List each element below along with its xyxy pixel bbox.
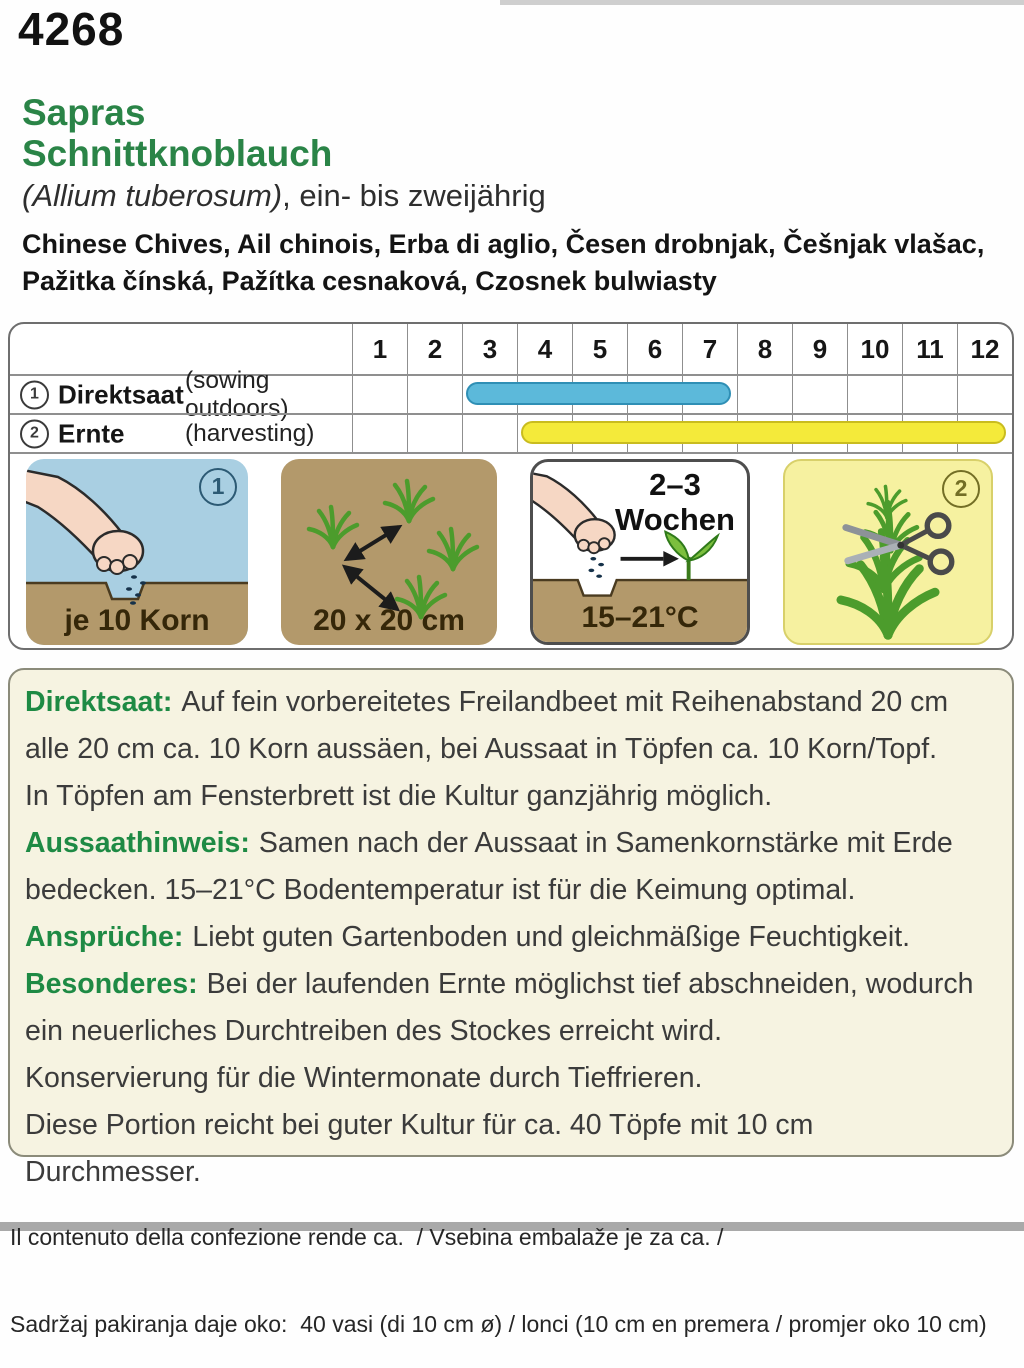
plant-icon <box>309 507 357 547</box>
step-2-badge: 2 <box>942 470 980 508</box>
month-cell: 10 <box>847 324 902 374</box>
arm-graphic <box>533 470 615 553</box>
sowing-caption: je 10 Korn <box>64 604 210 637</box>
pictogram-harvest <box>783 459 993 645</box>
month-cell: 6 <box>627 324 682 374</box>
calendar-row-label <box>10 415 352 452</box>
instruction-text: Auf fein vorbereitetes Freilandbeet mit Reihenabstand 20 cm alle 20 cm ca. 10 Korn aussäen, bei Aussaat in Töpfen ca. 10 Korn/Topf. <box>25 686 949 765</box>
package-yield-note <box>10 1165 1014 1368</box>
instruction-paragraph <box>25 773 997 820</box>
species-name: Schnittknoblauch <box>22 133 333 174</box>
pictogram-sowing <box>26 459 248 645</box>
instruction-heading: Direktsaat: <box>25 686 173 718</box>
botanical-suffix: , ein- bis zweijährig <box>282 178 546 213</box>
circled-number-1-icon: 1 <box>20 380 49 409</box>
title-block <box>22 92 984 300</box>
month-cell: 12 <box>957 324 1012 374</box>
instruction-paragraph <box>25 914 997 961</box>
row-label-direktsaat: Direktsaat <box>58 379 184 409</box>
instruction-text: In Töpfen am Fensterbrett ist die Kultur ganzjährig möglich. <box>25 780 773 812</box>
pictogram-row <box>10 456 1012 648</box>
month-cell: 7 <box>682 324 737 374</box>
instruction-paragraph <box>25 679 997 773</box>
row-label-ernte: Ernte <box>58 418 125 448</box>
month-cell: 4 <box>517 324 572 374</box>
circled-number-2-icon: 2 <box>20 419 49 448</box>
photo-edge-top <box>500 0 1024 5</box>
sowing-period-bar <box>466 382 731 405</box>
month-cell: 1 <box>352 324 407 374</box>
calendar-month-header <box>10 324 1012 374</box>
instruction-heading: Besonderes: <box>25 968 198 1000</box>
instruction-text: Konservierung für die Wintermonate durch Tieffrieren. <box>25 1062 703 1094</box>
common-names-line-1: Chinese Chives, Ail chinois, Erba di aglio, Česen drobnjak, Češnjak vlašac, <box>22 229 985 259</box>
harvest-period-bar <box>521 421 1006 444</box>
calendar-row-sowing <box>10 366 1012 422</box>
plant-icon <box>429 529 477 569</box>
plant-icon <box>385 481 433 521</box>
instruction-text: Samen nach der Aussaat in Samenkornstärke mit Erde bedecken. 15–21°C Bodentemperatur ist für die Keimung optimal. <box>25 827 953 906</box>
cultivation-instructions <box>8 668 1014 1188</box>
spacing-caption: 20 x 20 cm <box>313 604 465 637</box>
pictogram-spacing <box>281 459 497 645</box>
common-names-line-2: Pažitka čínská, Pažítka cesnaková, Czosnek bulwiasty <box>22 266 717 296</box>
month-cell: 2 <box>407 324 462 374</box>
instruction-paragraph <box>25 820 997 914</box>
instruction-paragraph <box>25 1055 997 1102</box>
yield-note-line-2: Sadržaj pakiranja daje oko: 40 vasi (di 10 cm ø) / lonci (10 cm en premera / promjer oko 10 cm) <box>10 1311 987 1337</box>
common-names <box>22 226 984 300</box>
soil-temperature-caption: 15–21°C <box>581 601 699 634</box>
pictogram-germination <box>530 459 750 645</box>
instruction-text: Bei der laufenden Ernte möglichst tief abschneiden, wodurch ein neuerliches Durchtreiben des Stockes erreicht wird. <box>25 968 974 1047</box>
calendar-row-label <box>10 366 352 422</box>
row-sublabel-harvesting: (harvesting) <box>185 419 315 447</box>
germination-duration: 2–3 Wochen <box>615 467 735 537</box>
calendar-and-pictograms-panel <box>8 322 1014 650</box>
botanical-line <box>22 177 984 215</box>
month-cell: 8 <box>737 324 792 374</box>
row-sublabel-sowing: (sowing outdoors) <box>185 366 289 422</box>
instruction-heading: Ansprüche: <box>25 921 184 953</box>
instruction-heading: Aussaathinweis: <box>25 827 250 859</box>
month-cell: 9 <box>792 324 847 374</box>
month-cell: 3 <box>462 324 517 374</box>
variety-name: Sapras <box>22 92 146 133</box>
calendar-row-harvest <box>10 413 1012 454</box>
seeds-graphic <box>588 557 604 578</box>
instruction-paragraph <box>25 961 997 1055</box>
month-cell: 11 <box>902 324 957 374</box>
instruction-text: Liebt guten Gartenboden und gleichmäßige Feuchtigkeit. <box>192 921 911 953</box>
botanical-name: (Allium tuberosum) <box>22 178 283 213</box>
seedling-icon <box>665 532 718 580</box>
article-number: 4268 <box>18 3 125 55</box>
instruction-text: Diese Portion reicht bei guter Kultur für ca. 40 Töpfe mit 10 cm Durchmesser. <box>25 1109 814 1188</box>
step-1-badge: 1 <box>199 468 237 506</box>
month-cell: 5 <box>572 324 627 374</box>
yield-note-line-1: Il contenuto della confezione rende ca. / Vsebina embalaže je za ca. / <box>10 1224 724 1250</box>
